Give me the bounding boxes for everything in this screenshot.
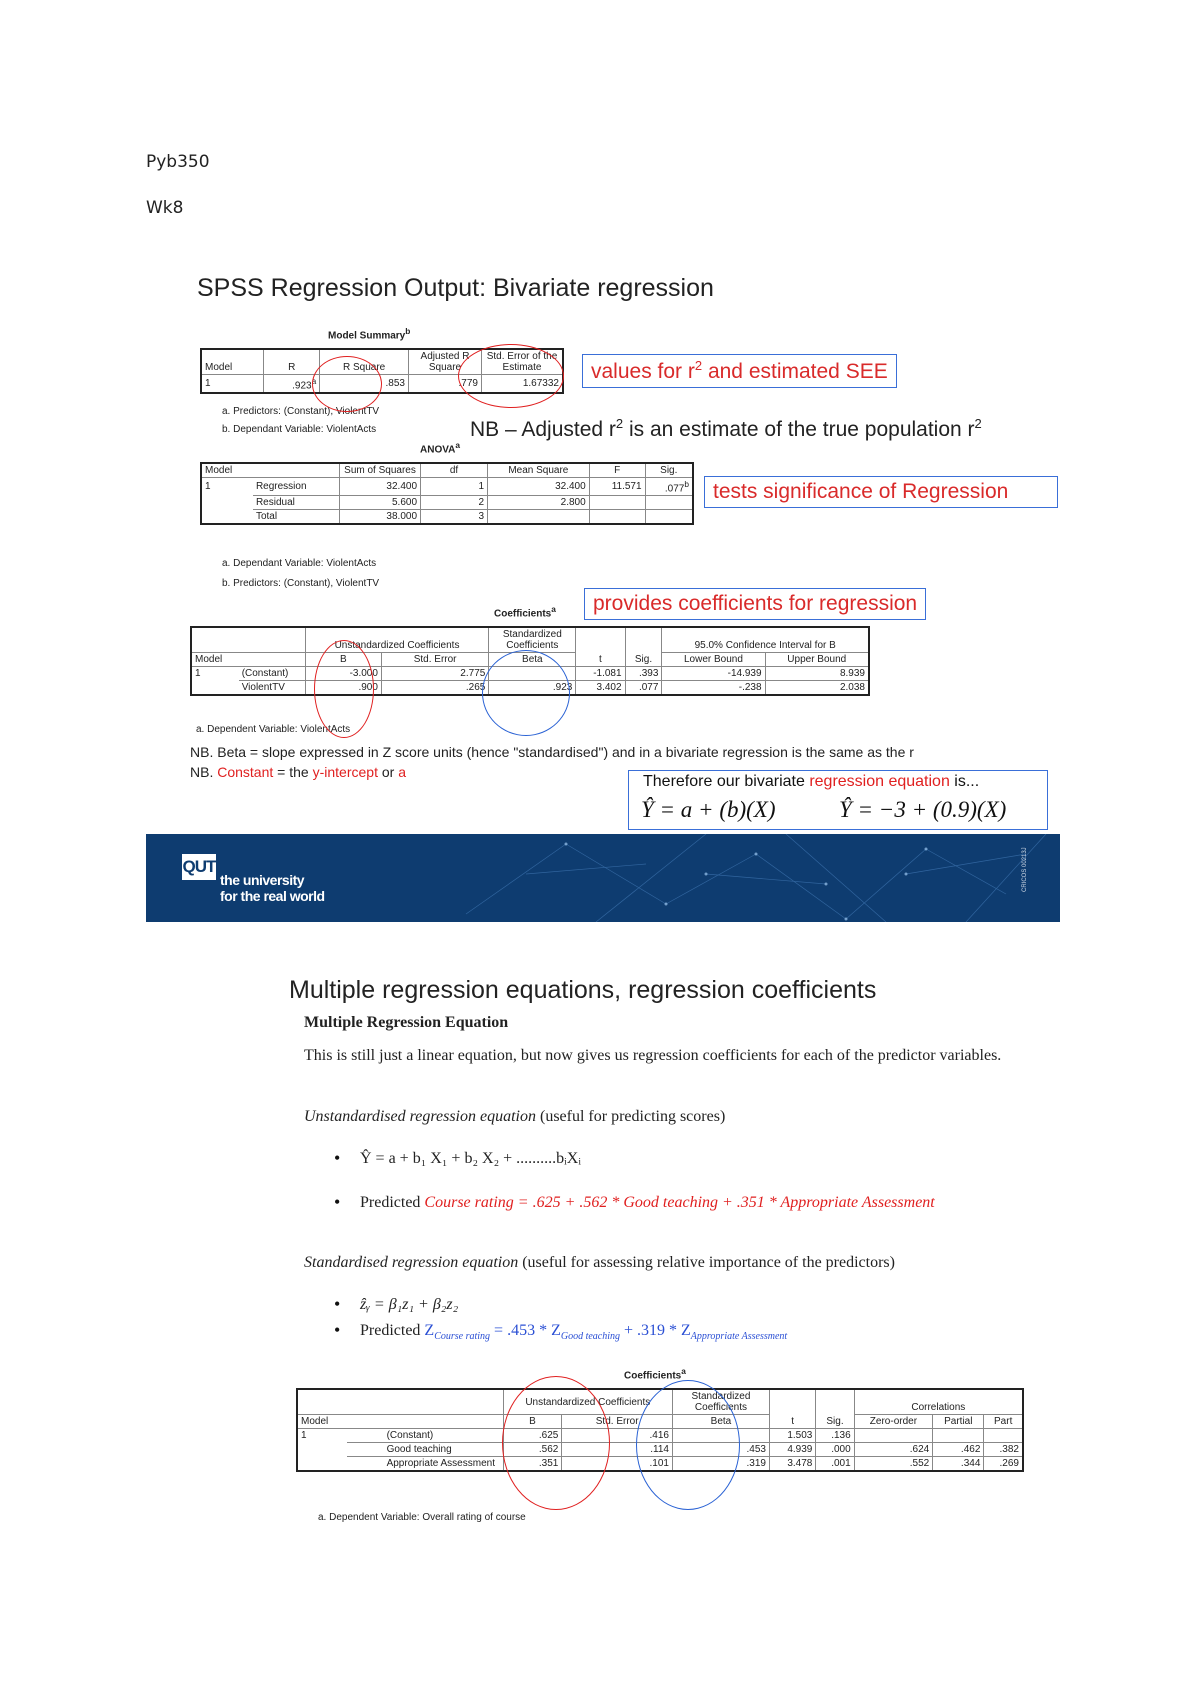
coef2-label-constant: (Constant) xyxy=(347,1429,504,1443)
ms-model: 1 xyxy=(201,375,264,394)
coef1-caption: Coefficients$^a$ xyxy=(494,604,556,620)
ms-footnote-b: b. Dependant Variable: ViolentActs xyxy=(222,424,377,435)
predicted-std: Predicted $Z_{Course rating} = .453 * Z_{Good teaching} + .319 * Z_{Appropriate Assessment}$ xyxy=(360,1322,788,1343)
banner-line2: for the real world xyxy=(220,888,325,904)
coef2-sig-good-teaching: .000 xyxy=(816,1443,854,1457)
anova-footnote-a: a. Dependant Variable: ViolentActs xyxy=(222,558,377,569)
coef2-sig-constant: .136 xyxy=(816,1429,854,1443)
general-equation: Ŷ = a + b₁ X₁ + b₂ X₂ + ..........bᵢXᵢ xyxy=(360,1150,581,1167)
coef1-h-sig: Sig. xyxy=(625,653,662,667)
coef1-lb-constant: -14.939 xyxy=(662,667,765,681)
coef1-h-b: B xyxy=(305,653,381,667)
anova-footnote-b: b. Predictors: (Constant), ViolentTV xyxy=(222,578,380,589)
coef2-group-unstd: Unstandardized Coefficients xyxy=(503,1389,672,1415)
coef1-group-unstd: Unstandardized Coefficients xyxy=(305,627,489,653)
coef2-h-se: Std. Error xyxy=(562,1415,673,1429)
ms-adjrsq: .779 xyxy=(409,375,482,394)
anova-h-f: F xyxy=(589,463,645,478)
coef2-part-appropriate-assessment: .269 xyxy=(984,1457,1023,1472)
anova-sig-regression: .077$^b$ xyxy=(645,478,693,496)
coef2-t-good-teaching: 4.939 xyxy=(769,1443,815,1457)
anova-ss-regression: 32.400 xyxy=(340,478,421,496)
coef1-t-violenttv: 3.402 xyxy=(576,681,625,696)
coef2-label-good-teaching: Good teaching xyxy=(347,1443,504,1457)
ms-h-r: R xyxy=(264,349,320,375)
coef2-group-std: Standardized Coefficients xyxy=(672,1389,769,1415)
coef2-t-constant: 1.503 xyxy=(769,1429,815,1443)
anova-h-ss: Sum of Squares xyxy=(340,463,421,478)
slide2-subtitle: Multiple Regression Equation xyxy=(304,1014,509,1031)
ms-r: .923$^a$ xyxy=(264,375,320,394)
coef1-group-std: Standardized Coefficients xyxy=(489,627,576,653)
coef1-h-se: Std. Error xyxy=(381,653,488,667)
red-circle-b-multi xyxy=(502,1376,610,1510)
slide1-title: SPSS Regression Output: Bivariate regression xyxy=(197,274,714,302)
nb-beta: NB. Beta = slope expressed in Z score units (hence "standardised") and in a bivariate regression is the same as the r xyxy=(190,744,914,760)
callout-coefficients: provides coefficients for regression xyxy=(584,588,926,620)
anova-h-sig: Sig. xyxy=(645,463,693,478)
coef2-label-appropriate-assessment: Appropriate Assessment xyxy=(347,1457,504,1472)
anova-h-df: df xyxy=(421,463,488,478)
anova-ss-residual: 5.600 xyxy=(340,496,421,510)
coef1-lb-violenttv: -.238 xyxy=(662,681,765,696)
coef2-b-appropriate-assessment: .351 xyxy=(503,1457,562,1472)
predicted-unstd: Predicted Course rating = .625 + .562 * Good teaching + .351 * Appropriate Assessment xyxy=(360,1194,935,1211)
coef2-part-good-teaching: .382 xyxy=(984,1443,1023,1457)
anova-f-regression: 11.571 xyxy=(589,478,645,496)
coef1-se-constant: 2.775 xyxy=(381,667,488,681)
slide2-intro: This is still just a linear equation, but now gives us regression coefficients for each of the predictor variables. xyxy=(304,1047,1002,1064)
coef1-h-lb: Lower Bound xyxy=(662,653,765,667)
anova-ms-regression: 32.400 xyxy=(488,478,590,496)
anova-model: 1 xyxy=(201,478,253,496)
coef1-ub-constant: 8.939 xyxy=(765,667,869,681)
ms-rsq: .853 xyxy=(320,375,409,394)
coef2-h-t: t xyxy=(769,1415,815,1429)
coef1-h-ub: Upper Bound xyxy=(765,653,869,667)
coef1-ub-violenttv: 2.038 xyxy=(765,681,869,696)
equation-specific: Ŷ = −3 + (0.9)(X) xyxy=(839,797,1007,822)
anova-ss-total: 38.000 xyxy=(340,510,421,525)
anova-df-residual: 2 xyxy=(421,496,488,510)
coef1-beta-violenttv: .923 xyxy=(489,681,576,696)
model-summary-caption: Model Summary$^b$ xyxy=(328,326,411,342)
coef2-se-good-teaching: .114 xyxy=(562,1443,673,1457)
therefore-text: Therefore our bivariate regression equation is... xyxy=(643,773,980,790)
std-general-equation: ẑᵧ = β₁z₁ + β₂z₂ xyxy=(360,1296,459,1313)
callout-r2-see: values for $r^2$ and estimated SEE xyxy=(582,354,897,388)
coef2-beta-appropriate-assessment: .319 xyxy=(672,1457,769,1472)
ms-h-adjrsq: Adjusted R Square xyxy=(409,349,482,375)
ms-see: 1.67332 xyxy=(482,375,564,394)
equation-general: Ŷ = a + (b)(X) xyxy=(641,797,776,822)
anova-table xyxy=(200,462,694,525)
coef1-t-constant: -1.081 xyxy=(576,667,625,681)
qut-logo: QUT xyxy=(182,854,216,880)
anova-h-model: Model xyxy=(201,463,253,478)
callout-significance: tests significance of Regression xyxy=(704,476,1058,508)
qut-banner xyxy=(146,834,1060,922)
coef2-beta-good-teaching: .453 xyxy=(672,1443,769,1457)
banner-cricos: CRICOS 00213J xyxy=(1022,847,1028,892)
coef1-h-model: Model xyxy=(191,653,239,667)
coef2-zo-appropriate-assessment: .552 xyxy=(854,1457,933,1472)
coef2-model: 1 xyxy=(297,1429,347,1443)
nb-constant: NB. Constant = the y-intercept or a xyxy=(190,764,406,780)
blue-circle-beta xyxy=(482,650,570,736)
coef2-h-zo: Zero-order xyxy=(854,1415,933,1429)
doc-course-code: Pyb350 xyxy=(146,152,210,172)
coef2-se-appropriate-assessment: .101 xyxy=(562,1457,673,1472)
coef2-h-model: Model xyxy=(297,1415,347,1429)
coef1-se-violenttv: .265 xyxy=(381,681,488,696)
doc-week: Wk8 xyxy=(146,198,184,218)
anova-h-blank xyxy=(253,463,340,478)
std-heading: Standardised regression equation (useful for assessing relative importance of the predictors) xyxy=(304,1254,895,1271)
anova-ms-residual: 2.800 xyxy=(488,496,590,510)
unstd-heading: Unstandardised regression equation (useful for predicting scores) xyxy=(304,1108,726,1125)
note-adjusted-r2: NB – Adjusted $r^2$ is an estimate of the true population $r^2$ xyxy=(470,416,982,441)
coef2-t-appropriate-assessment: 3.478 xyxy=(769,1457,815,1472)
anova-caption: ANOVA$^a$ xyxy=(420,440,461,456)
coef2-h-part: Part xyxy=(984,1415,1023,1429)
coef1-b-violenttv: .900 xyxy=(305,681,381,696)
coef1-footnote-a: a. Dependent Variable: ViolentActs xyxy=(196,724,351,735)
coef2-footnote-a: a. Dependent Variable: Overall rating of course xyxy=(318,1512,526,1523)
anova-df-regression: 1 xyxy=(421,478,488,496)
red-circle-see xyxy=(458,344,564,408)
anova-label-total: Total xyxy=(253,510,340,525)
coef2-group-corr: Correlations xyxy=(854,1389,1023,1415)
anova-df-total: 3 xyxy=(421,510,488,525)
coef2-h-sig: Sig. xyxy=(816,1415,854,1429)
coef1-h-t: t xyxy=(576,653,625,667)
coef2-b-good-teaching: .562 xyxy=(503,1443,562,1457)
coef1-h-beta: Beta xyxy=(489,653,576,667)
coef2-se-constant: .416 xyxy=(562,1429,673,1443)
red-circle-rsq xyxy=(312,356,382,412)
coef1-sig-constant: .393 xyxy=(625,667,662,681)
coef2-zo-good-teaching: .624 xyxy=(854,1443,933,1457)
coef1-label-constant: (Constant) xyxy=(239,667,306,681)
coef2-caption: Coefficients$^a$ xyxy=(624,1366,686,1382)
ms-h-see: Std. Error of the Estimate xyxy=(482,349,564,375)
red-circle-b xyxy=(314,640,374,738)
equation-box xyxy=(628,770,1048,830)
blue-circle-beta-multi xyxy=(636,1380,740,1510)
ms-footnote-a: a. Predictors: (Constant), ViolentTV xyxy=(222,406,380,417)
anova-label-residual: Residual xyxy=(253,496,340,510)
coef2-h-b: B xyxy=(503,1415,562,1429)
banner-line1: the university xyxy=(220,872,305,888)
ms-h-model: Model xyxy=(201,349,264,375)
coef1-label-violenttv: ViolentTV xyxy=(239,681,306,696)
coef1-sig-violenttv: .077 xyxy=(625,681,662,696)
coef1-model: 1 xyxy=(191,667,239,681)
coef1-group-ci: 95.0% Confidence Interval for B xyxy=(662,627,869,653)
coef2-h-partial: Partial xyxy=(933,1415,984,1429)
coef2-sig-appropriate-assessment: .001 xyxy=(816,1457,854,1472)
coef2-h-beta: Beta xyxy=(672,1415,769,1429)
coef2-partial-good-teaching: .462 xyxy=(933,1443,984,1457)
coef1-b-constant: -3.000 xyxy=(305,667,381,681)
anova-label-regression: Regression xyxy=(253,478,340,496)
slide2-title: Multiple regression equations, regression coefficients xyxy=(289,976,877,1004)
ms-h-rsq: R Square xyxy=(320,349,409,375)
coef2-b-constant: .625 xyxy=(503,1429,562,1443)
coef2-partial-appropriate-assessment: .344 xyxy=(933,1457,984,1472)
anova-h-ms: Mean Square xyxy=(488,463,590,478)
